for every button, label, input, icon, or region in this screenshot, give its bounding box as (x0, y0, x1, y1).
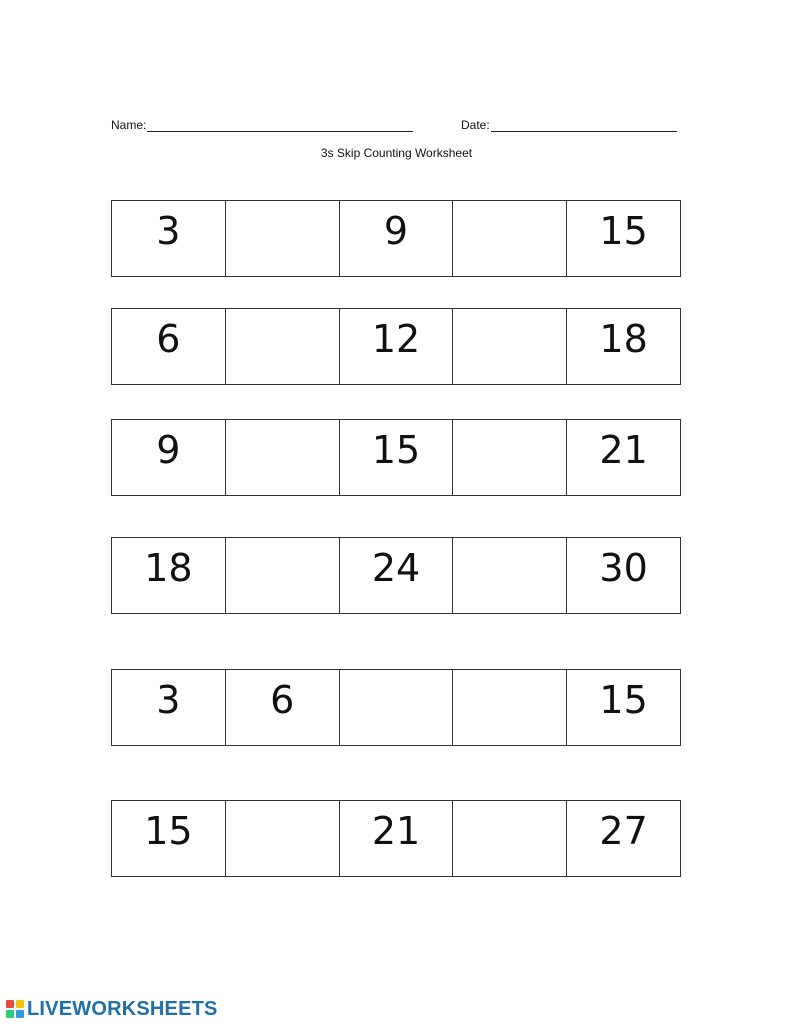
counting-row-3 (111, 419, 681, 496)
cell[interactable]: 21 (599, 427, 648, 472)
cell[interactable] (340, 670, 454, 745)
cell[interactable] (453, 420, 567, 495)
cell[interactable] (453, 201, 567, 276)
logo-square (16, 1000, 24, 1008)
counting-row-4 (111, 537, 681, 614)
cell[interactable]: 15 (599, 208, 648, 253)
counting-row-6 (111, 800, 681, 877)
counting-row-5 (111, 669, 681, 746)
cell[interactable]: 15 (340, 420, 454, 495)
date-input-line[interactable] (491, 119, 677, 132)
cell[interactable]: 21 (340, 801, 454, 876)
cell[interactable]: 6 (112, 309, 226, 384)
name-input-line[interactable] (147, 119, 413, 132)
logo-square (16, 1010, 24, 1018)
cell[interactable]: 15 (599, 677, 648, 722)
cell[interactable]: 9 (112, 420, 226, 495)
cell[interactable] (226, 801, 340, 876)
cell[interactable]: 30 (599, 545, 648, 590)
cell[interactable]: 18 (112, 538, 226, 613)
worksheet-title: 3s Skip Counting Worksheet (320, 146, 473, 160)
counting-row-2 (111, 308, 681, 385)
cell[interactable] (226, 538, 340, 613)
logo-square (6, 1010, 14, 1018)
counting-row-1 (111, 200, 681, 277)
brand-text: LIVEWORKSHEETS (27, 997, 218, 1020)
cell[interactable]: 6 (226, 670, 340, 745)
cell[interactable] (453, 801, 567, 876)
cell[interactable]: 15 (112, 801, 226, 876)
date-field (461, 118, 677, 132)
cell[interactable] (453, 670, 567, 745)
cell[interactable]: 12 (340, 309, 454, 384)
name-field (111, 118, 413, 132)
cell[interactable]: 18 (599, 316, 648, 361)
cell[interactable] (453, 538, 567, 613)
cell[interactable]: 27 (599, 808, 648, 853)
cell[interactable]: 3 (112, 201, 226, 276)
cell[interactable]: 3 (112, 670, 226, 745)
name-label: Name: (111, 118, 147, 132)
cell[interactable] (226, 309, 340, 384)
liveworksheets-logo (6, 998, 218, 1020)
cell[interactable] (226, 420, 340, 495)
cell[interactable]: 9 (340, 201, 454, 276)
cell[interactable] (226, 201, 340, 276)
worksheet-header (111, 118, 681, 136)
cell[interactable]: 24 (340, 538, 454, 613)
date-label: Date: (461, 118, 490, 132)
logo-square (6, 1000, 14, 1008)
liveworksheets-logo-icon (6, 1000, 24, 1018)
cell[interactable] (453, 309, 567, 384)
